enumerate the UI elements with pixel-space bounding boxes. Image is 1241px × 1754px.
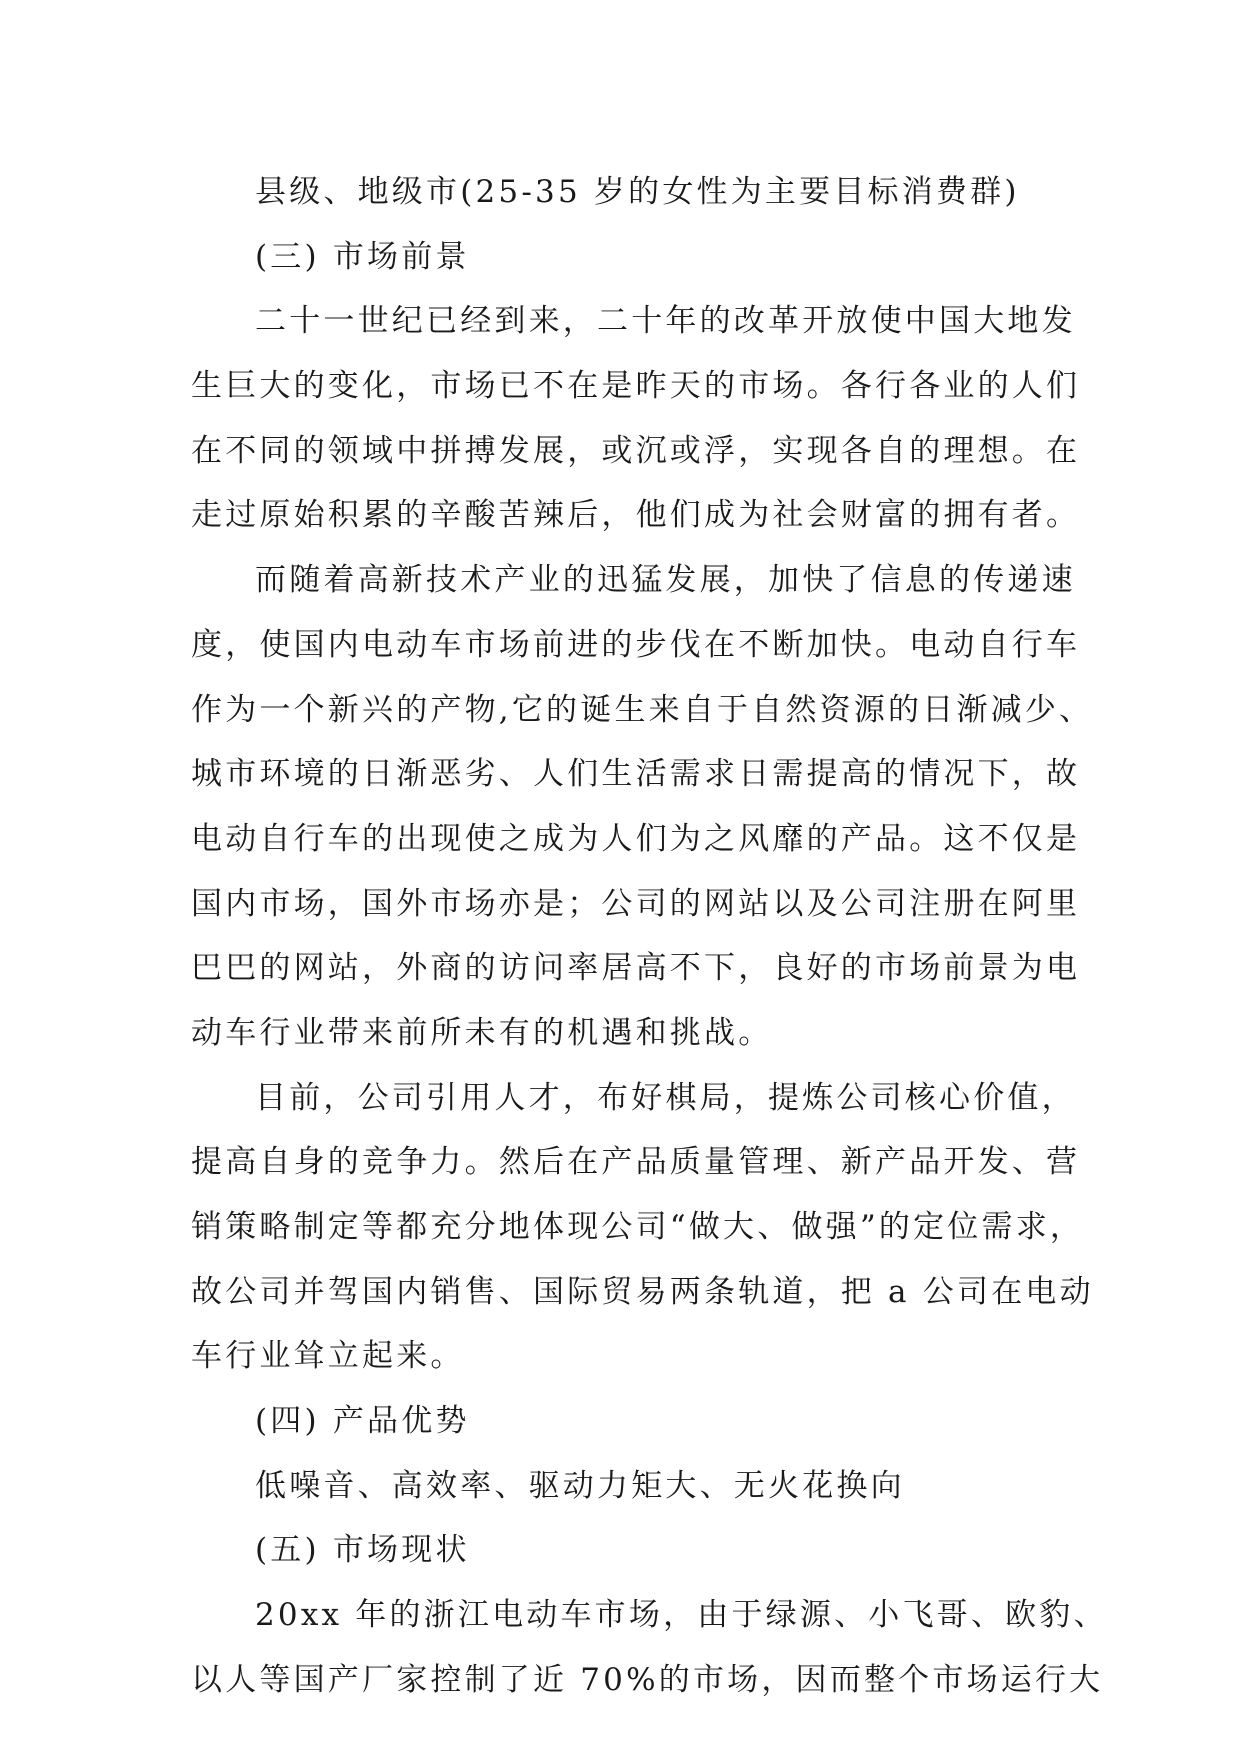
document-body [191, 160, 1108, 1713]
text-line: 走过原始积累的辛酸苦辣后，他们成为社会财富的拥有者。 [191, 497, 1081, 534]
text-line: 以人等国产厂家控制了近 70%的市场，因而整个市场运行大 [191, 1661, 1104, 1698]
text-line: 故公司并驾国内销售、国际贸易两条轨道，把 a 公司在电动 [191, 1273, 1094, 1310]
text-line: 二十一世纪已经到来，二十年的改革开放使中国大地发 [255, 303, 1076, 340]
text-line: 20xx 年的浙江电动车市场，由于绿源、小飞哥、欧豹、 [255, 1597, 1108, 1634]
text-line: 生巨大的变化，市场已不在是昨天的市场。各行各业的人们 [191, 368, 1081, 405]
text-line: 巴巴的网站，外商的访问率居高不下，良好的市场前景为电 [191, 950, 1081, 987]
text-line: 在不同的领域中拼搏发展，或沉或浮，实现各自的理想。在 [191, 432, 1081, 469]
text-line: 而随着高新技术产业的迅猛发展，加快了信息的传递速 [255, 562, 1076, 599]
text-line: 低噪音、高效率、驱动力矩大、无火花换向 [255, 1467, 905, 1504]
text-line: 国内市场，国外市场亦是；公司的网站以及公司注册在阿里 [191, 885, 1081, 922]
text-line: 动车行业带来前所未有的机遇和挑战。 [191, 1014, 773, 1051]
text-line: 城市环境的日渐恶劣、人们生活需求日需提高的情况下，故 [191, 756, 1081, 793]
text-line: 县级、地级市(25-35 岁的女性为主要目标消费群) [255, 174, 1020, 210]
text-line: 作为一个新兴的产物,它的诞生来自于自然资源的日渐减少、 [191, 691, 1094, 728]
section-heading: (三) 市场前景 [255, 238, 470, 275]
section-heading: (五) 市场现状 [255, 1532, 470, 1569]
text-line: 度，使国内电动车市场前进的步伐在不断加快。电动自行车 [191, 626, 1081, 663]
text-line: 目前，公司引用人才，布好棋局，提炼公司核心价值， [255, 1079, 1076, 1116]
section-heading: (四) 产品优势 [255, 1403, 470, 1440]
text-line: 提高自身的竞争力。然后在产品质量管理、新产品开发、营 [191, 1144, 1081, 1181]
text-line: 销策略制定等都充分地体现公司“做大、做强”的定位需求， [191, 1209, 1085, 1245]
text-line: 电动自行车的出现使之成为人们为之风靡的产品。这不仅是 [191, 820, 1081, 857]
text-line: 车行业耸立起来。 [191, 1338, 465, 1375]
